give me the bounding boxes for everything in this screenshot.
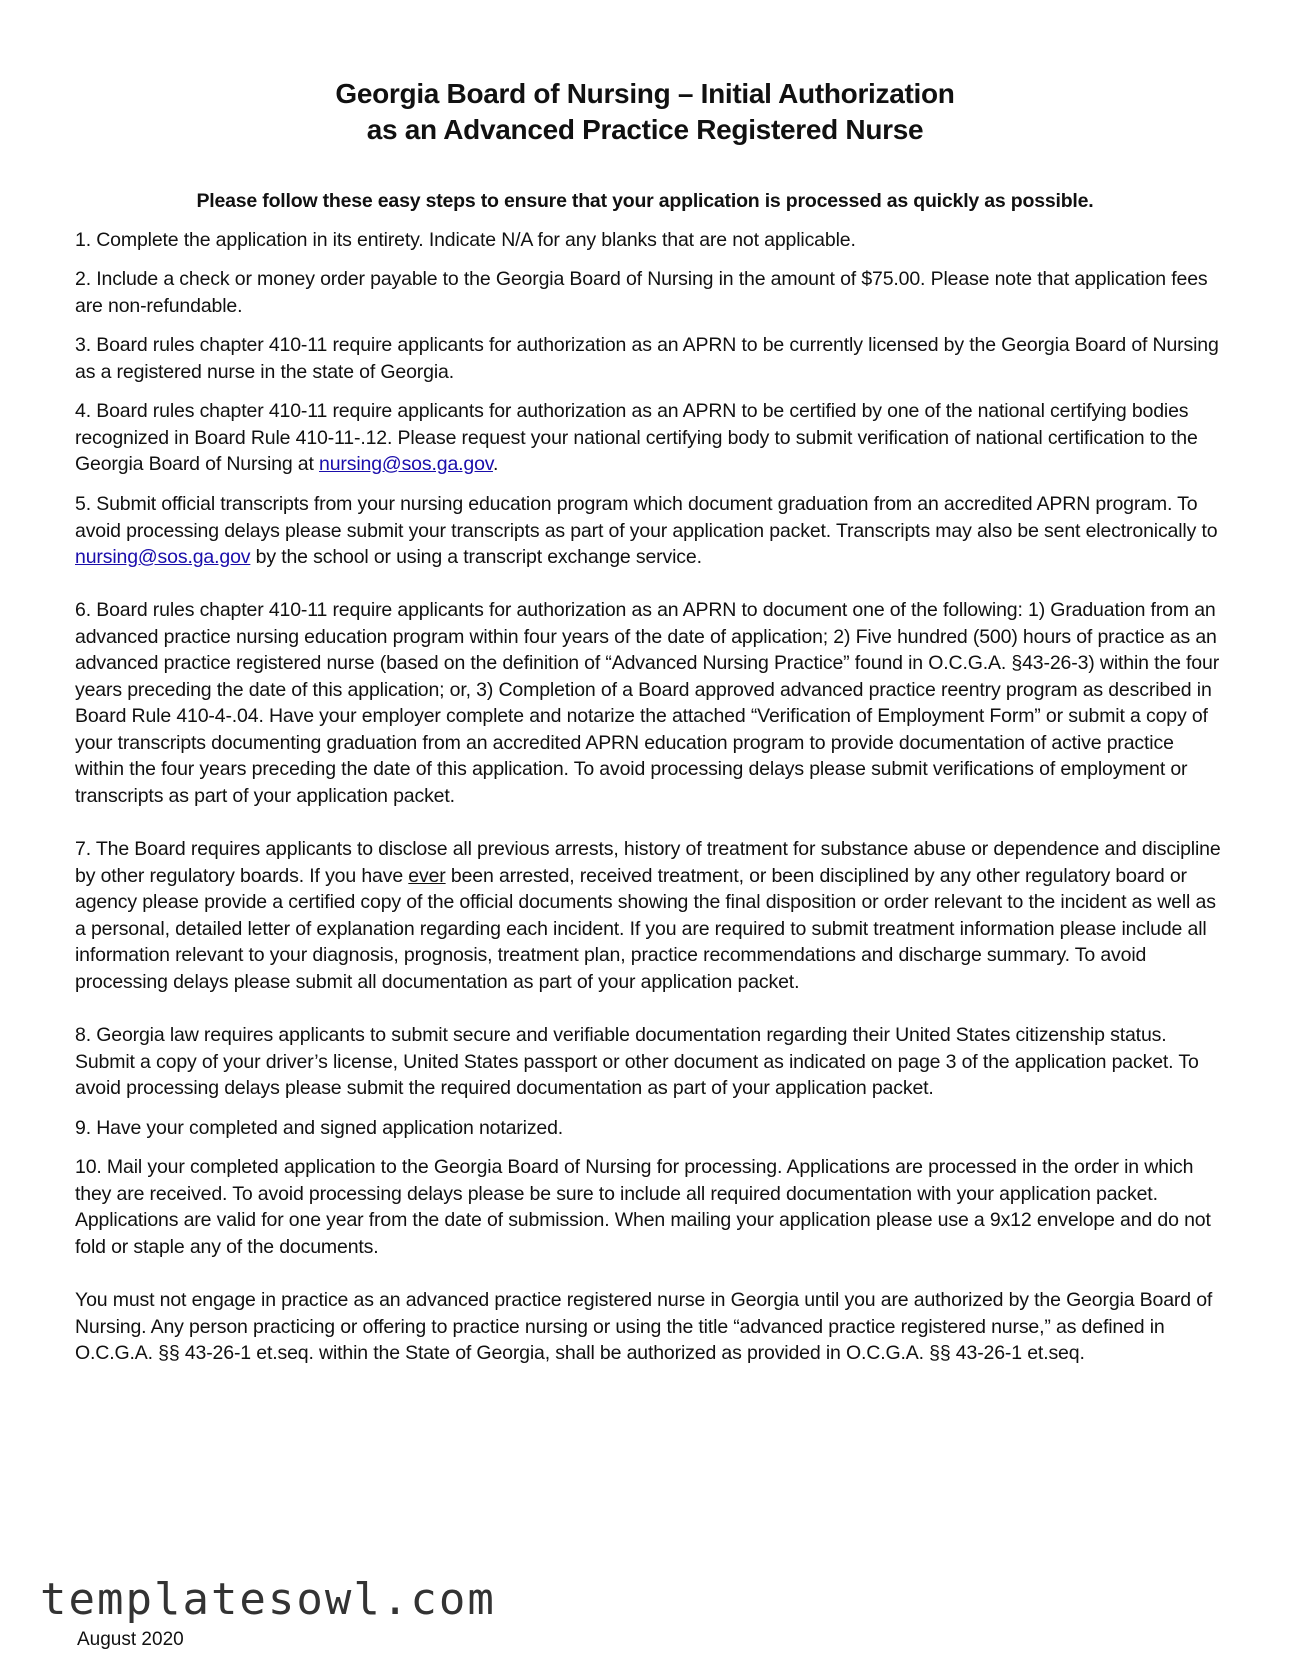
email-link[interactable]: nursing@sos.ga.gov xyxy=(319,453,493,475)
step-2: 2. Include a check or money order payable to the Georgia Board of Nursing in the amount of $75.00. Please note that application fees are non-refundable. xyxy=(75,268,1208,317)
step-1: 1. Complete the application in its entirety. Indicate N/A for any blanks that are not applicable. xyxy=(75,229,856,251)
step-7-text-end: been arrested, received treatment, or been disciplined by any other regulatory board or agency please provide a certified copy of the official documents showing the final disposition or order relevant to the incident as well as a personal, detailed letter of explanation regarding each incident. If you are required to submit treatment information please include all information relevant to your diagnosis, prognosis, treatment plan, practice recommendations and discharge summary. To avoid processing delays please submit all documentation as part of your application packet. xyxy=(75,864,1216,993)
step-8: 8. Georgia law requires applicants to submit secure and verifiable documentation regarding their United States citizenship status. Submit a copy of your driver’s license, United States passport or other document as indicated on page 3 of the application packet. To avoid processing delays please submit the required documentation as part of your application packet. xyxy=(75,1024,1199,1099)
step-7-text: 7. The Board requires applicants to disclose all previous arrests, history of treatment for substance abuse or dependence and discipline by other regulatory boards. If you have xyxy=(75,838,1221,887)
step-4 xyxy=(75,398,1225,478)
footer-date: August 2020 xyxy=(77,1629,184,1650)
step-5-text-end: by the school or using a transcript exchange service. xyxy=(250,546,702,568)
step-4-text-end: . xyxy=(492,453,499,475)
watermark-text: templatesowl.com xyxy=(40,1574,496,1625)
step-10: 10. Mail your completed application to the Georgia Board of Nursing for processing. Applications are processed in the order in which they are received. To avoid processing delays please be sure to include all required documentation with your application packet. Applications are valid for one year from the date of submission. When mailing your application please use a 9x12 envelope and do not fold or staple any of the documents. xyxy=(75,1156,1211,1258)
instructions-heading: Please follow these easy steps to ensure that your application is processed as quickly as possible. xyxy=(196,190,1094,212)
step-5-text: 5. Submit official transcripts from your nursing education program which document graduation from an accredited APRN program. To avoid processing delays please submit your transcripts as part of your application packet. Transcripts may also be sent electronically to xyxy=(75,493,1218,542)
document-title-line-2: as an Advanced Practice Registered Nurse xyxy=(366,114,924,145)
document-title-line-1: Georgia Board of Nursing – Initial Authorization xyxy=(335,78,955,109)
step-9: 9. Have your completed and signed application notarized. xyxy=(75,1117,564,1139)
closing-notice: You must not engage in practice as an advanced practice registered nurse in Georgia until you are authorized by the Georgia Board of Nursing. Any person practicing or offering to practice nursing or using the title “advanced practice registered nurse,” as defined in O.C.G.A. §§ 43-26-1 et.seq. within the State of Georgia, shall be authorized as provided in O.C.G.A. §§ 43-26-1 et.seq. xyxy=(75,1289,1213,1364)
step-6: 6. Board rules chapter 410-11 require applicants for authorization as an APRN to document one of the following: 1) Graduation from an advanced practice nursing education program within four years of the date of application; 2) Five hundred (500) hours of practice as an advanced practice registered nurse (based on the definition of “Advanced Nursing Practice” found in O.C.G.A. §43-26-3) within the four years preceding the date of this application; or, 3) Completion of a Board approved advanced practice reentry program as described in Board Rule 410-4-.04. Have your employer complete and notarize the attached “Verification of Employment Form” or submit a copy of your transcripts documenting graduation from an accredited APRN education program to provide documentation of active practice within the four years preceding the date of this application. To avoid processing delays please submit verifications of employment or transcripts as part of your application packet. xyxy=(75,599,1220,807)
step-7 xyxy=(75,836,1225,995)
step-3: 3. Board rules chapter 410-11 require applicants for authorization as an APRN to be currently licensed by the Georgia Board of Nursing as a registered nurse in the state of Georgia. xyxy=(75,334,1219,383)
step-4-text: 4. Board rules chapter 410-11 require applicants for authorization as an APRN to be certified by one of the national certifying bodies recognized in Board Rule 410-11-.12. Please request your national certifying body to submit verification of national certification to the Georgia Board of Nursing at xyxy=(75,400,1198,475)
step-5 xyxy=(75,491,1225,571)
email-link[interactable]: nursing@sos.ga.gov xyxy=(75,546,251,568)
underlined-word: ever xyxy=(408,864,446,887)
